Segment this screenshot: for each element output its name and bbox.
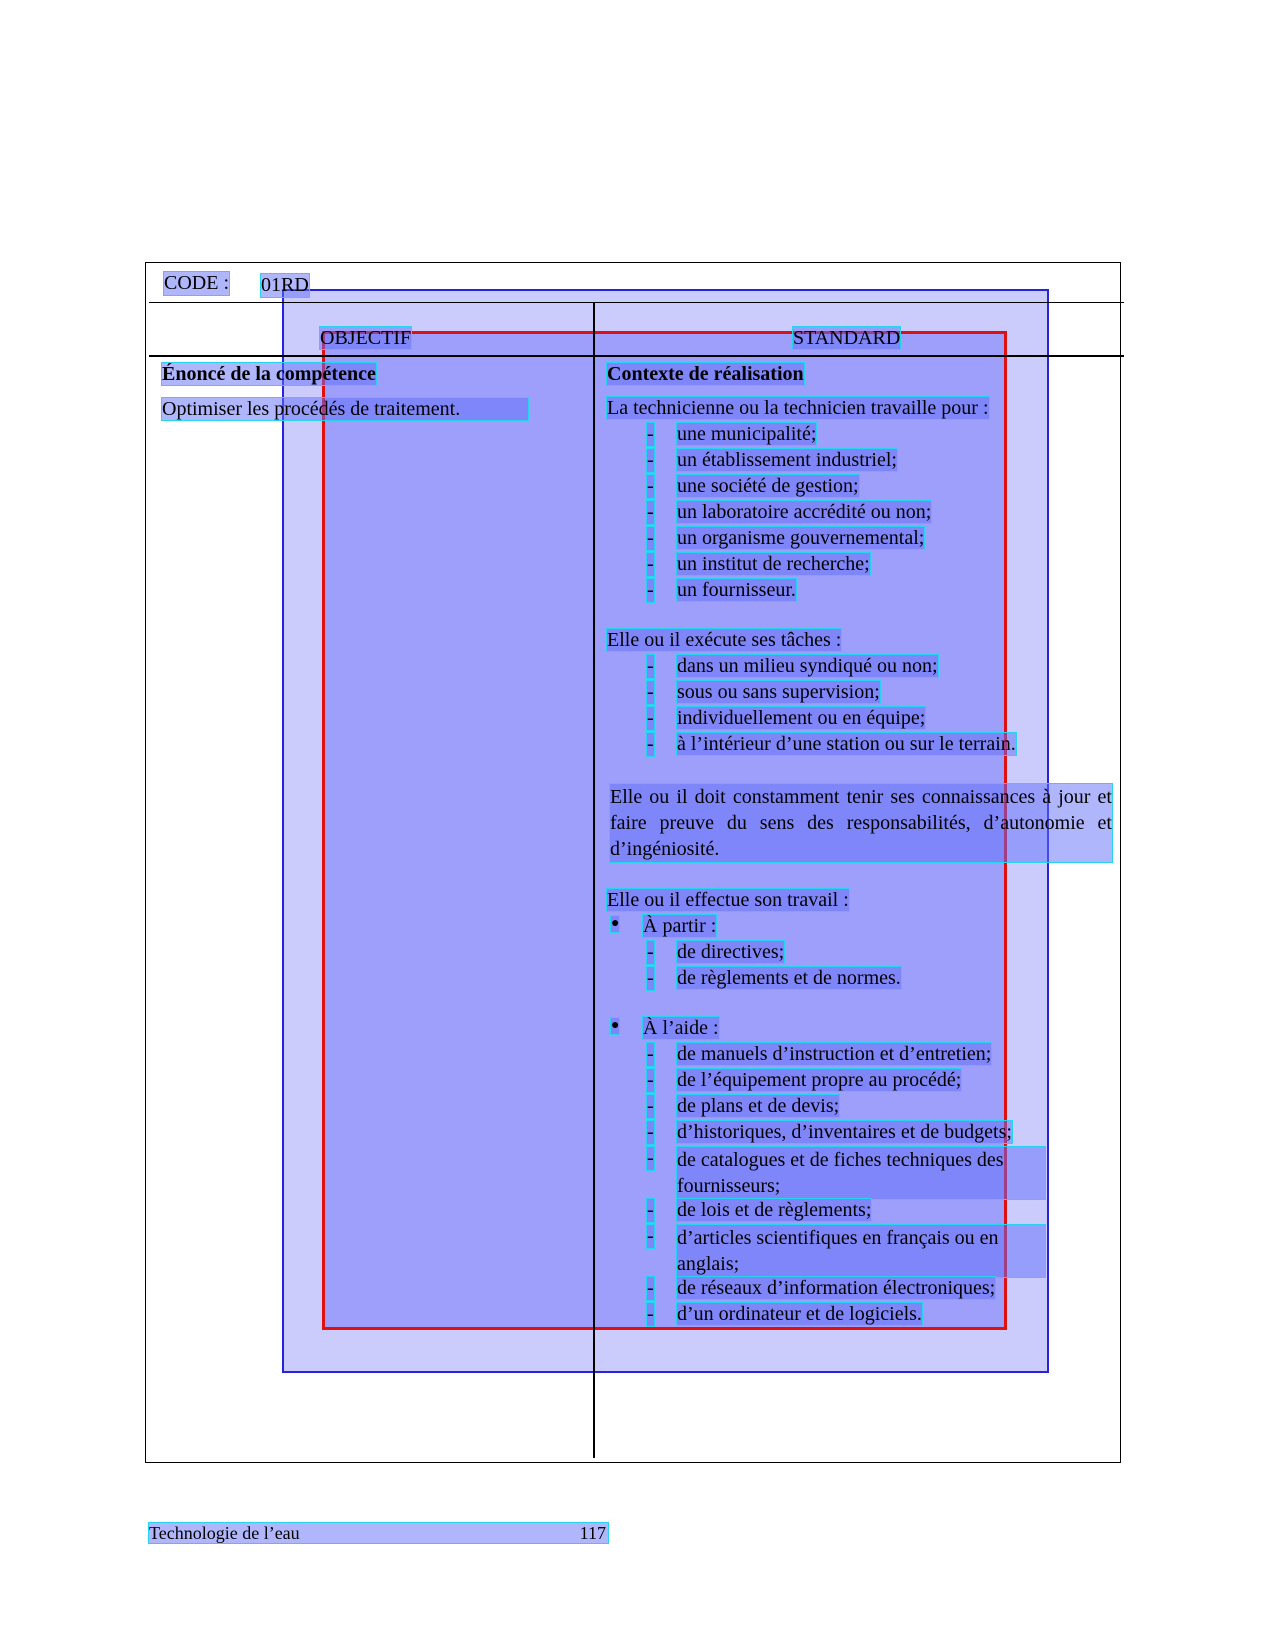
dash-bullet: - [647,501,654,523]
dash-bullet: - [647,1199,654,1221]
dash-bullet: - [647,1147,654,1169]
rule-under-headers [149,355,1124,357]
dash-bullet: - [647,1303,654,1325]
page-number: 117 [579,1523,606,1543]
dash-bullet: - [647,1277,654,1299]
list-item: un organisme gouvernemental; [677,527,925,549]
dash-bullet: - [647,681,654,703]
objective-header: OBJECTIF [320,327,412,349]
list-item: un institut de recherche; [677,553,870,575]
dash-bullet: - [647,1121,654,1143]
list-item: d’un ordinateur et de logiciels. [677,1303,922,1325]
dash-bullet: - [647,1043,654,1065]
code-label: CODE : [164,272,229,294]
code-value: 01RD [261,274,309,296]
dash-bullet: - [647,579,654,601]
tasks-intro: Elle ou il exécute ses tâches : [607,629,842,651]
dash-bullet: - [647,527,654,549]
knowledge-paragraph: Elle ou il doit constamment tenir ses connaissances à jour et faire preuve du sens des responsabilités, d’autonomie et d’ingéniosité. [610,786,1112,860]
list-item: de règlements et de normes. [677,967,901,989]
list-item: de directives; [677,941,785,963]
dash-bullet: - [647,423,654,445]
dash-bullet: - [647,941,654,963]
rule-under-code [149,302,1124,303]
dash-bullet: - [647,449,654,471]
dash-bullet: - [647,733,654,755]
dash-bullet: - [647,707,654,729]
list-item: à l’intérieur d’une station ou sur le terrain. [677,733,1016,755]
list-item: un laboratoire accrédité ou non; [677,501,932,523]
round-bullet: ● [611,1018,620,1033]
list-item: dans un milieu syndiqué ou non; [677,655,938,677]
list-item: de l’équipement propre au procédé; [677,1069,962,1091]
list-item: sous ou sans supervision; [677,681,880,703]
list-item: une municipalité; [677,423,817,445]
footer-title: Technologie de l’eau [149,1523,300,1543]
list-item: un fournisseur. [677,579,796,601]
list-item: de catalogues et de fiches techniques des fournisseurs; [677,1147,1045,1199]
list-item: d’articles scientifiques en français ou en anglais; [677,1225,1045,1277]
dash-bullet: - [647,553,654,575]
dash-bullet: - [647,967,654,989]
context-heading: Contexte de réalisation [607,363,804,385]
competency-heading: Énoncé de la compétence [162,363,376,385]
column-divider [593,302,595,1458]
standard-header: STANDARD [793,327,901,349]
dash-bullet: - [647,1069,654,1091]
list-item: de manuels d’instruction et d’entretien; [677,1043,992,1065]
list-item: d’historiques, d’inventaires et de budgets; [677,1121,1012,1143]
aid-label: À l’aide : [643,1017,719,1039]
competency-statement: Optimiser les procédés de traitement. [162,398,528,420]
round-bullet: ● [611,916,620,931]
list-item: de lois et de règlements; [677,1199,872,1221]
work-for-intro: La technicienne ou la technicien travaille pour : [607,397,989,419]
dash-bullet: - [647,475,654,497]
list-item: individuellement ou en équipe; [677,707,926,729]
list-item: de réseaux d’information électroniques; [677,1277,996,1299]
list-item: de plans et de devis; [677,1095,840,1117]
work-intro: Elle ou il effectue son travail : [607,889,849,911]
list-item: un établissement industriel; [677,449,897,471]
dash-bullet: - [647,1095,654,1117]
from-label: À partir : [643,915,717,937]
dash-bullet: - [647,1225,654,1247]
dash-bullet: - [647,655,654,677]
list-item: une société de gestion; [677,475,859,497]
page-footer [149,1523,608,1543]
